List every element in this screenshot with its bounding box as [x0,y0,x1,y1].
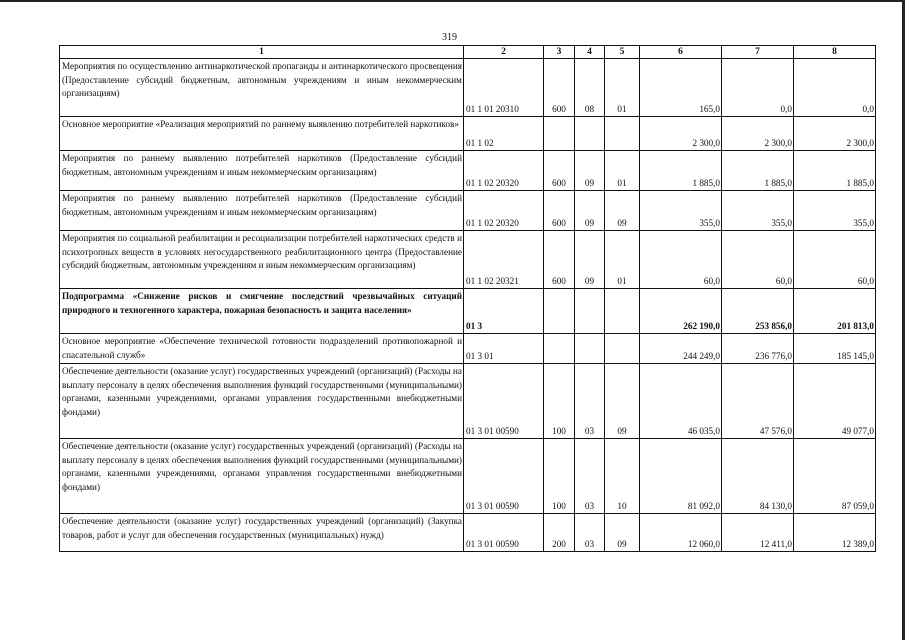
subsection-cell: 10 [605,439,640,514]
header-cell: 7 [722,46,794,59]
subsection-cell: 09 [605,514,640,552]
amount-col7-cell: 12 411,0 [722,514,794,552]
budget-code-cell: 01 1 02 [464,117,544,151]
amount-col8-cell: 12 389,0 [794,514,876,552]
row-name-cell: Мероприятия по раннему выявлению потребителей наркотиков (Предоставление субсидий бюджетным, автономным учреждениям и иным некоммерческим организациям) [60,191,464,231]
amount-col8-cell: 1 885,0 [794,151,876,191]
amount-col6-cell: 60,0 [640,231,722,289]
budget-table [59,45,876,552]
amount-col6-cell: 46 035,0 [640,364,722,439]
budget-code-cell: 01 1 01 20310 [464,59,544,117]
row-name-cell: Обеспечение деятельности (оказание услуг) государственных учреждений (организаций) (Закупка товаров, работ и услуг для обеспечения государственных (муниципальных) нужд) [60,514,464,552]
header-cell: 2 [464,46,544,59]
amount-col6-cell: 81 092,0 [640,439,722,514]
section-cell [575,289,605,334]
expense-type-cell: 100 [544,439,575,514]
expense-type-cell [544,334,575,364]
section-cell: 09 [575,231,605,289]
budget-code-cell: 01 1 02 20321 [464,231,544,289]
section-cell: 03 [575,439,605,514]
header-cell: 3 [544,46,575,59]
expense-type-cell: 200 [544,514,575,552]
expense-type-cell: 600 [544,59,575,117]
subsection-cell [605,334,640,364]
table-row [60,59,876,117]
header-cell: 1 [60,46,464,59]
expense-type-cell: 100 [544,364,575,439]
amount-col8-cell: 2 300,0 [794,117,876,151]
table-row [60,191,876,231]
section-cell: 09 [575,191,605,231]
row-name-cell: Мероприятия по раннему выявлению потребителей наркотиков (Предоставление субсидий бюджетным, автономным учреждениям и иным некоммерческим организациям) [60,151,464,191]
header-cell: 5 [605,46,640,59]
section-cell: 09 [575,151,605,191]
row-name-cell: Основное мероприятие «Обеспечение технической готовности подразделений противопожарной и спасательной служб» [60,334,464,364]
table-row [60,117,876,151]
section-cell: 03 [575,514,605,552]
amount-col8-cell: 355,0 [794,191,876,231]
table-body [60,59,876,552]
subsection-cell [605,117,640,151]
section-cell [575,334,605,364]
amount-col6-cell: 165,0 [640,59,722,117]
table-row [60,231,876,289]
table-row [60,151,876,191]
subsection-cell: 01 [605,231,640,289]
budget-code-cell: 01 3 01 00590 [464,439,544,514]
amount-col7-cell: 355,0 [722,191,794,231]
expense-type-cell: 600 [544,231,575,289]
budget-code-cell: 01 3 01 [464,334,544,364]
amount-col8-cell: 60,0 [794,231,876,289]
amount-col6-cell: 2 300,0 [640,117,722,151]
amount-col7-cell: 236 776,0 [722,334,794,364]
row-name-cell: Обеспечение деятельности (оказание услуг) государственных учреждений (организаций) (Расходы на выплату персоналу в целях обеспечения выполнения функций государственными (муниципальными) органами, казенными учреждениями, органами управления государственными внебюджетными фондами) [60,364,464,439]
amount-col7-cell: 0,0 [722,59,794,117]
row-name-cell: Основное мероприятие «Реализация мероприятий по раннему выявлению потребителей наркотиков» [60,117,464,151]
table-row [60,289,876,334]
subsection-cell: 01 [605,59,640,117]
subsection-cell: 09 [605,191,640,231]
amount-col7-cell: 253 856,0 [722,289,794,334]
subsection-cell [605,289,640,334]
budget-code-cell: 01 3 01 00590 [464,514,544,552]
header-cell: 8 [794,46,876,59]
amount-col7-cell: 84 130,0 [722,439,794,514]
table-row [60,334,876,364]
amount-col6-cell: 244 249,0 [640,334,722,364]
subsection-cell: 01 [605,151,640,191]
section-cell [575,117,605,151]
amount-col7-cell: 60,0 [722,231,794,289]
amount-col7-cell: 47 576,0 [722,364,794,439]
amount-col6-cell: 12 060,0 [640,514,722,552]
section-cell: 03 [575,364,605,439]
section-cell: 08 [575,59,605,117]
row-name-cell: Подпрограмма «Снижение рисков и смягчение последствий чрезвычайных ситуаций природного и техногенного характера, пожарная безопасность и защита населения» [60,289,464,334]
budget-code-cell: 01 1 02 20320 [464,191,544,231]
budget-code-cell: 01 3 [464,289,544,334]
amount-col7-cell: 1 885,0 [722,151,794,191]
expense-type-cell [544,289,575,334]
row-name-cell: Мероприятия по осуществлению антинаркотической пропаганды и антинаркотического просвещения (Предоставление субсидий бюджетным, автономным учреждениям и иным некоммерческим организациям) [60,59,464,117]
expense-type-cell: 600 [544,151,575,191]
amount-col8-cell: 0,0 [794,59,876,117]
row-name-cell: Мероприятия по социальной реабилитации и ресоциализации потребителей наркотических средств и психотропных веществ в условиях негосударственного реабилитационного центра (Предоставление субсидий бюджетным, автономным учреждениям и иным некоммерческим организациям) [60,231,464,289]
row-name-cell: Обеспечение деятельности (оказание услуг) государственных учреждений (организаций) (Расходы на выплату персоналу в целях обеспечения выполнения функций государственными (муниципальными) органами, казенными учреждениями, органами управления государственными внебюджетными фондами) [60,439,464,514]
amount-col6-cell: 262 190,0 [640,289,722,334]
subsection-cell: 09 [605,364,640,439]
budget-code-cell: 01 1 02 20320 [464,151,544,191]
amount-col6-cell: 355,0 [640,191,722,231]
table-row [60,364,876,439]
amount-col8-cell: 185 145,0 [794,334,876,364]
table-row [60,514,876,552]
amount-col6-cell: 1 885,0 [640,151,722,191]
amount-col8-cell: 201 813,0 [794,289,876,334]
table-row [60,439,876,514]
header-cell: 4 [575,46,605,59]
amount-col7-cell: 2 300,0 [722,117,794,151]
page-border-top [0,0,905,2]
amount-col8-cell: 87 059,0 [794,439,876,514]
header-cell: 6 [640,46,722,59]
page-number: 319 [442,32,457,43]
budget-code-cell: 01 3 01 00590 [464,364,544,439]
expense-type-cell [544,117,575,151]
expense-type-cell: 600 [544,191,575,231]
table-header-row [60,46,876,59]
amount-col8-cell: 49 077,0 [794,364,876,439]
